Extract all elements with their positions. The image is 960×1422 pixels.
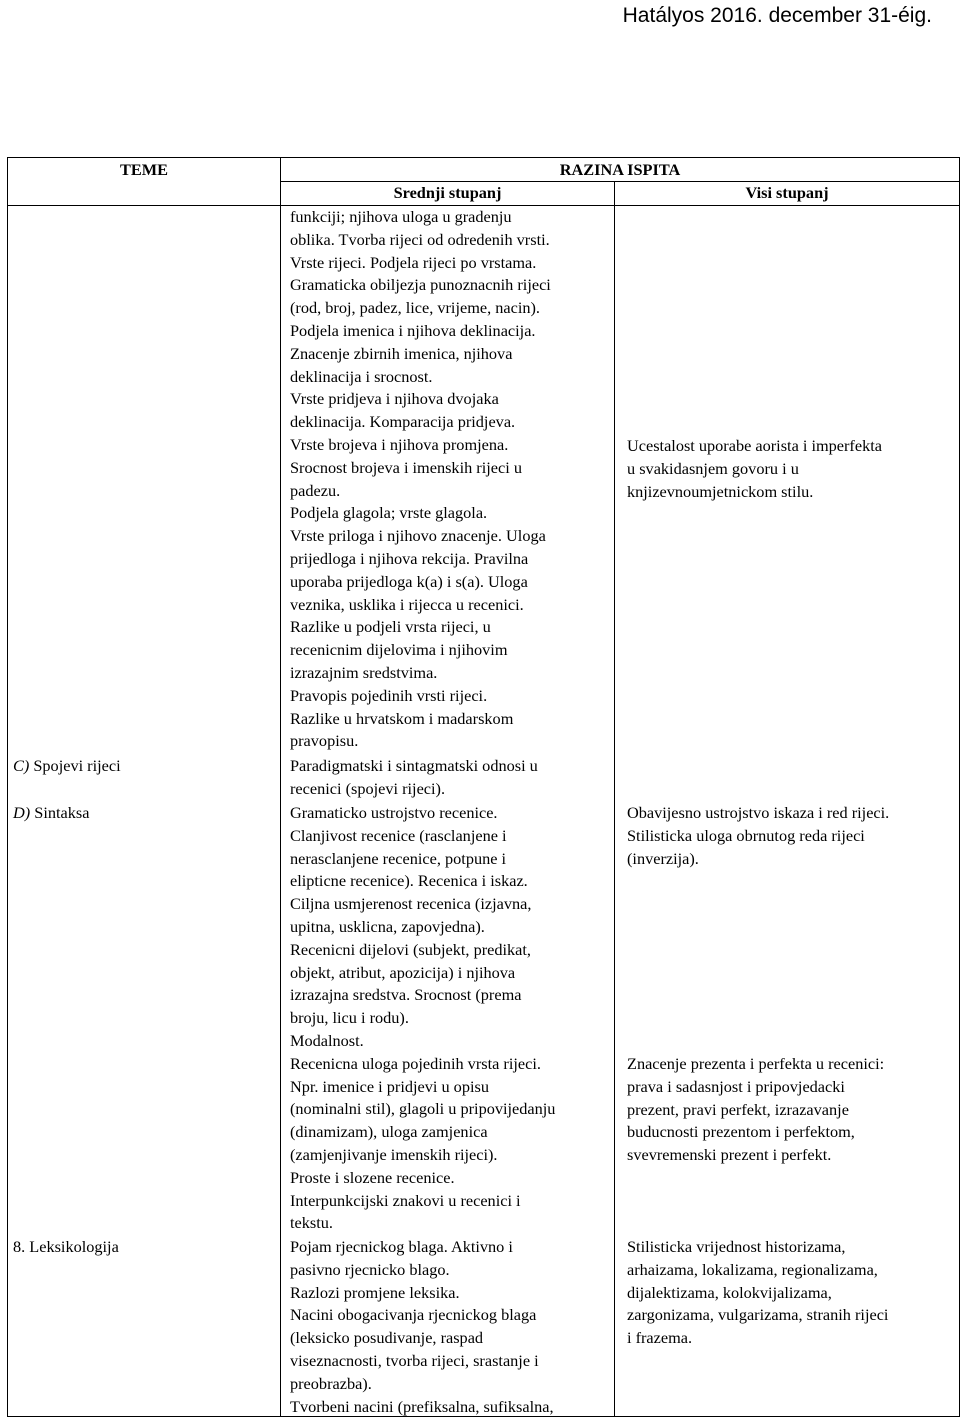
visi-leksikologija-text: Stilisticka vrijednost historizama, arhaizama, lokalizama, regionalizama, dijalektizama, kolokvijalizama, zargonizama, vulgarizama, stranih rijeci i frazema. bbox=[627, 1237, 889, 1348]
table-top-border bbox=[7, 157, 960, 158]
page-header: Hatályos 2016. december 31-éig. bbox=[622, 4, 932, 27]
visi-sintaksa-obavijesno-text: Obavijesno ustrojstvo iskaza i red rijeci. Stilisticka uloga obrnutog reda rijeci (inverzija). bbox=[627, 803, 890, 868]
srednji-continuation-text: funkciji; njihova uloga u gradenju oblika. Tvorba rijeci od odredenih vrsti. Vrste rijeci. Podjela rijeci po vrstama. Gramaticka obiljezja punoznacnih rijeci (rod, broj, padez, lice, vrijeme, nacin). Podjela imenica i njihova deklinacija. Znacenje zbirnih imenica, njihova deklinacija i srocnost. Vrste pridjeva i njihova dvojaka deklinacija. Komparacija pridjeva. Vrste brojeva i njihova promjena. Srocnost brojeva i imenskih rijeci u padezu. Podjela glagola; vrste glagola. Vrste priloga i njihovo znacenje. Uloga prijedloga i njihova rekcija. Pravilna uporaba prijedloga k(a) i s(a). Uloga veznika, usklika i rijecca u recenici. Razlike u podjeli vrsta rijeci, u recenicnim dijelovima i njihovim izrazajnim sredstvima. Pravopis pojedinih vrsti rijeci. Razlike u hrvatskom i madarskom pravopisu. bbox=[290, 207, 551, 751]
column-header-srednji-stupanj: Srednji stupanj bbox=[393, 183, 502, 202]
column-header-razina-ispita: RAZINA ISPITA bbox=[559, 160, 681, 179]
column-divider-1 bbox=[280, 157, 281, 1417]
teme-sintaksa: D) Sintaksa bbox=[13, 803, 90, 822]
visi-sintaksa-prezent-perfekt-text: Znacenje prezenta i perfekta u recenici: prava i sadasnjost i pripovjedacki prezent, pravi perfekt, izrazavanje buducnosti prezentom i perfektom, svevremenski prezent i perfekt. bbox=[627, 1054, 885, 1165]
column-divider-2 bbox=[614, 181, 615, 1417]
srednji-sintaksa-text: Gramaticko ustrojstvo recenice. Clanjivost recenice (rasclanjene i nerasclanjene recenice, potpune i elipticne recenice). Recenica i iskaz. Ciljna usmjerenost recenica (izjavna, upitna, usklicna, zapovjedna). Recenicni dijelovi (subjekt, predikat, objekt, atribut, apozicija) i njihova izrazajna sredstva. Srocnost (prema broju, licu i rodu). Modalnost. Recenicna uloga pojedinih vrsta rijeci. Npr. imenice i pridjevi u opisu (nominalni stil), glagoli u pripovijedanju (dinamizam), uloga zamjenica (zamjenjivanje imenskih rijeci). Proste i slozene recenice. Interpunkcijski znakovi u recenici i tekstu. bbox=[290, 803, 556, 1233]
teme-leksikologija: 8. Leksikologija bbox=[13, 1237, 119, 1256]
srednji-leksikologija-text: Pojam rjecnickog blaga. Aktivno i pasivno rjecnicko blago. Razlozi promjene leksika. Nacini obogacivanja rjecnickog blaga (leksicko posudivanje, raspad viseznacnosti, tvorba rijeci, srastanje i preobrazba). Tvorbeni nacini (prefiksalna, sufiksalna, bbox=[290, 1237, 554, 1416]
visi-aorist-imperfekt-text: Ucestalost uporabe aorista i imperfekta u svakidasnjem govoru i u knjizevnoumjetnickom stilu. bbox=[627, 436, 882, 501]
table-left-border bbox=[7, 157, 8, 1417]
column-header-teme: TEME bbox=[120, 160, 168, 179]
teme-spojevi-rijeci: C) Spojevi rijeci bbox=[13, 756, 121, 775]
column-header-visi-stupanj: Visi stupanj bbox=[745, 183, 829, 202]
srednji-spojevi-text: Paradigmatski i sintagmatski odnosi u recenici (spojevi rijeci). bbox=[290, 756, 538, 798]
